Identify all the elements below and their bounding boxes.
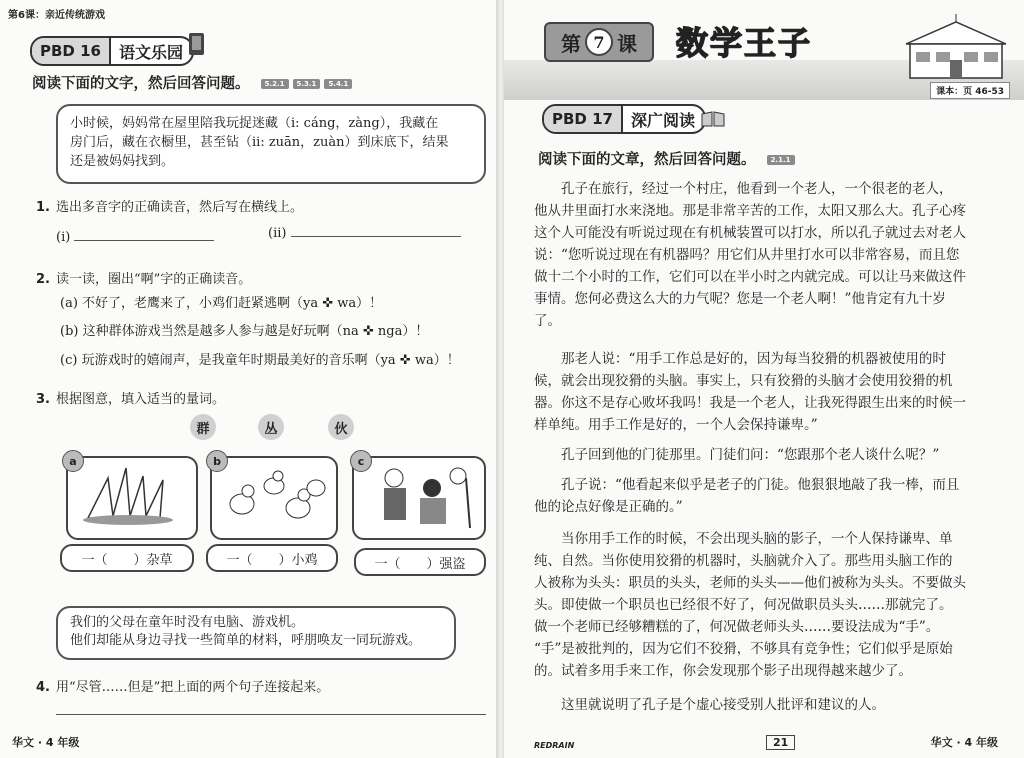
- left-instruction: 阅读下面的文字，然后回答问题。 5.2.1 5.3.1 5.4.1: [32, 72, 352, 93]
- left-page: [0, 0, 500, 758]
- fill-robbers[interactable]: 一（ ）强盗: [354, 548, 486, 576]
- lesson-header: 第6课：亲近传统游戏: [8, 10, 105, 21]
- right-footer: 华文 · 4 年级: [930, 736, 998, 749]
- q2-item-a: (a) 不好了，老鹰来了，小鸡们赶紧逃啊（ya ✜ wa）！: [60, 296, 383, 311]
- word-cong: 丛: [258, 414, 284, 440]
- robbers-illustration: [354, 458, 480, 534]
- schoolhouse-icon: [896, 14, 1022, 80]
- word-qun: 群: [190, 414, 216, 440]
- q1-option-i: (i): [56, 230, 214, 245]
- pbd17-banner: [542, 104, 706, 134]
- answer-line-q4[interactable]: [56, 714, 486, 715]
- answer-line-i[interactable]: [74, 240, 214, 241]
- open-book-icon: [700, 110, 726, 128]
- right-instruction: 阅读下面的文章，然后回答问题。 2.1.1: [538, 148, 795, 169]
- paragraph-6: 这里就说明了孔子是个虚心接受别人批评和建议的人。: [534, 697, 885, 713]
- paragraph-2: 那老人说：“用手工作总是好的，因为每当狡猾的机器被使用的时 候，就会出现狡猾的头脑。事实上，只有狡猾的头脑才会使用狡猾的机 器。你这不是存心败坏我吗！我是一个老人，让我死得跟生出来的时候一 样单纯。用手工作是好的，一个人会保持谦卑。”: [534, 351, 966, 433]
- q2-item-c: (c) 玩游戏时的嬉闹声，是我童年时期最美好的音乐啊（ya ✜ wa）！: [60, 353, 460, 368]
- left-footer: 华文 · 4 年级: [12, 736, 80, 749]
- pbd-name: 语文乐园: [118, 42, 183, 62]
- lesson-number: 7: [585, 28, 613, 56]
- pbd-code: PBD 17: [544, 106, 623, 132]
- paragraph-4: 孔子说：“他看起来似乎是老子的门徒。他狠狠地敲了我一棒，而且 他的论点好像是正确的。”: [534, 477, 960, 515]
- paragraph-1: 孔子在旅行，经过一个村庄，他看到一个老人，一个很老的老人， 他从井里面打水来浇地。那是非常辛苦的工作，太阳又那么大。孔子心疼 这个人可能没有听说过现在有机械装置可以打水，所以孔子就过去对老人 说：“您听说过现在有机器吗？用它们从井里打水可以非常容易，而且您 做十二个小时的工作，它们可以在半小时之内就完成。可以让马来做这件 事情。您何必费这么大的力气呢？您是一个老人啊！”他肯定有九十岁 了。: [534, 181, 966, 329]
- question-2: 2. 读一读，圈出“啊”字的正确读音。: [36, 272, 252, 287]
- passage-box: 小时候，妈妈常在屋里陪我玩捉迷藏（i: cáng，zàng），我藏在 房门后，藏在衣橱里，甚至钻（ii: zuān，zuàn）到床底下，结果 还是被妈妈找到。: [56, 104, 486, 184]
- picture-chicks: [210, 456, 338, 540]
- publisher-logo: REDRAIN: [534, 741, 575, 750]
- q2-item-b: (b) 这种群体游戏当然是越多人参与越是好玩啊（na ✜ nga）！: [60, 324, 429, 339]
- fill-grass[interactable]: 一（ ）杂草: [60, 544, 194, 572]
- question-4: 4. 用“尽管……但是”把上面的两个句子连接起来。: [36, 680, 330, 695]
- right-page: [504, 0, 1024, 758]
- picture-grass: [66, 456, 198, 540]
- answer-line-ii[interactable]: [291, 236, 461, 237]
- book-icon: [186, 30, 208, 60]
- paragraph-5: 当你用手工作的时候，不会出现头脑的影子，一个人保持谦卑、单 纯、自然。当你使用狡猾的机器时，头脑就介入了。那些用头脑工作的 人被称为头头：职员的头头，老师的头头——他们被称为头头。不要做头 头。即使做一个职员也已经很不好了，何况做职员头头……那就完了。 做一个老师已经够糟糕的了，何况做老师头头……要设法成为“手”。 “手”是被批判的，因为它们不狡猾，不够具有竞争性；它们似乎是原始 的。试着多用手来工作，你会发现那个影子出现得越来越少了。: [534, 531, 966, 679]
- pbd16-banner: [30, 36, 194, 66]
- chicks-illustration: [212, 458, 332, 534]
- question-3: 3. 根据图意，填入适当的量词。: [36, 392, 225, 407]
- pbd-name: 深广阅读: [630, 110, 695, 130]
- lesson-title: 数学王子: [676, 24, 813, 62]
- page-number: 21: [766, 735, 795, 750]
- textbook-page-reference: 课本：页 46-53: [930, 82, 1010, 99]
- badge-b: b: [206, 450, 228, 472]
- word-huo: 伙: [328, 414, 354, 440]
- fill-chicks[interactable]: 一（ ）小鸡: [206, 544, 338, 572]
- sentence-box: 我们的父母在童年时没有电脑、游戏机。 他们却能从身边寻找一些简单的材料，呼朋唤友一同玩游戏。: [56, 606, 456, 660]
- paragraph-3: 孔子回到他的门徒那里。门徒们问：“您跟那个老人谈什么呢？”: [534, 447, 940, 463]
- grass-illustration: [68, 458, 192, 534]
- badge-a: a: [62, 450, 84, 472]
- picture-robbers: [352, 456, 486, 540]
- pbd-code: PBD 16: [32, 38, 111, 64]
- badge-c: c: [350, 450, 372, 472]
- q1-option-ii: (ii): [268, 226, 461, 241]
- lesson-label: 第 7 课: [544, 22, 654, 62]
- question-1: 1. 选出多音字的正确读音，然后写在横线上。: [36, 200, 303, 215]
